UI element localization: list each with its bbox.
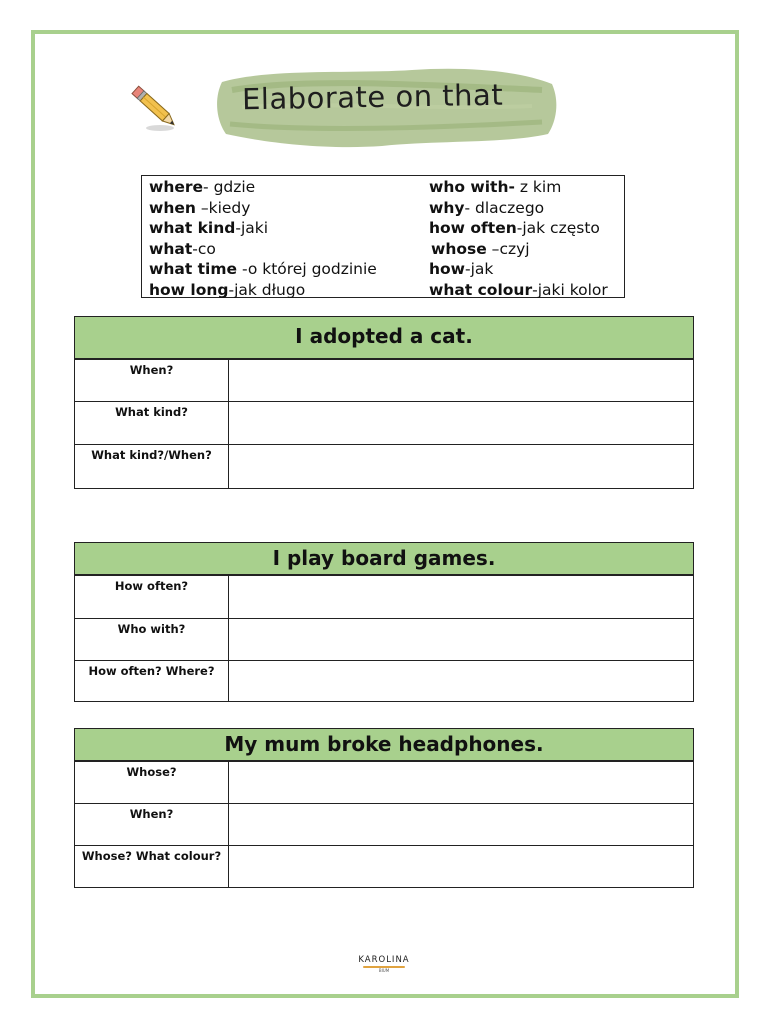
title-banner [212, 62, 562, 152]
answer-cell[interactable] [229, 661, 693, 701]
vocab-item: when –kiedy [149, 198, 251, 217]
exercise-sentence: I adopted a cat. [75, 317, 693, 359]
question-label: What kind?/When? [75, 445, 229, 488]
answer-cell[interactable] [229, 619, 693, 660]
question-label: When? [75, 360, 229, 401]
question-label: Whose? [75, 762, 229, 803]
exercise-table [74, 728, 694, 888]
vocab-item: why- dlaczego [429, 198, 545, 217]
question-row [75, 660, 693, 701]
vocab-item: what colour-jaki kolor [429, 280, 608, 299]
answer-cell[interactable] [229, 804, 693, 845]
exercise-sentence: My mum broke headphones. [75, 729, 693, 761]
question-label: When? [75, 804, 229, 845]
vocabulary-left-column [149, 177, 377, 301]
question-row [75, 803, 693, 845]
exercise-table [74, 316, 694, 489]
answer-cell[interactable] [229, 445, 693, 488]
question-row [75, 359, 693, 401]
vocab-item: what kind-jaki [149, 219, 269, 238]
question-row [75, 401, 693, 444]
answer-cell[interactable] [229, 762, 693, 803]
question-label: What kind? [75, 402, 229, 444]
question-label: Whose? What colour? [75, 846, 229, 887]
page-title: Elaborate on that [241, 77, 504, 117]
vocab-item: what time -o której godzinie [149, 260, 377, 279]
vocab-item: how-jak [429, 260, 494, 279]
exercise-sentence: I play board games. [75, 543, 693, 575]
question-row [75, 444, 693, 488]
answer-cell[interactable] [229, 402, 693, 444]
brand-logo [358, 955, 410, 977]
question-label: How often? [75, 576, 229, 618]
vocab-item: how long-jak długo [149, 280, 306, 299]
vocab-item: how often-jak często [429, 219, 600, 238]
vocabulary-right-column [429, 177, 608, 301]
vocabulary-box [141, 175, 625, 298]
vocab-item: what-co [149, 239, 216, 258]
question-row [75, 845, 693, 887]
question-label: How often? Where? [75, 661, 229, 701]
vocab-item: where- gdzie [149, 178, 256, 196]
pencil-icon [124, 78, 184, 138]
answer-cell[interactable] [229, 576, 693, 618]
vocab-item: whose –czyj [431, 239, 530, 258]
logo-subtext: BIUM [378, 968, 390, 973]
question-row [75, 575, 693, 618]
answer-cell[interactable] [229, 360, 693, 401]
exercise-table [74, 542, 694, 702]
vocab-item: who with- z kim [429, 178, 562, 196]
question-label: Who with? [75, 619, 229, 660]
question-row [75, 618, 693, 660]
answer-cell[interactable] [229, 846, 693, 887]
question-row [75, 761, 693, 803]
logo-text: KAROLINA [358, 955, 410, 965]
